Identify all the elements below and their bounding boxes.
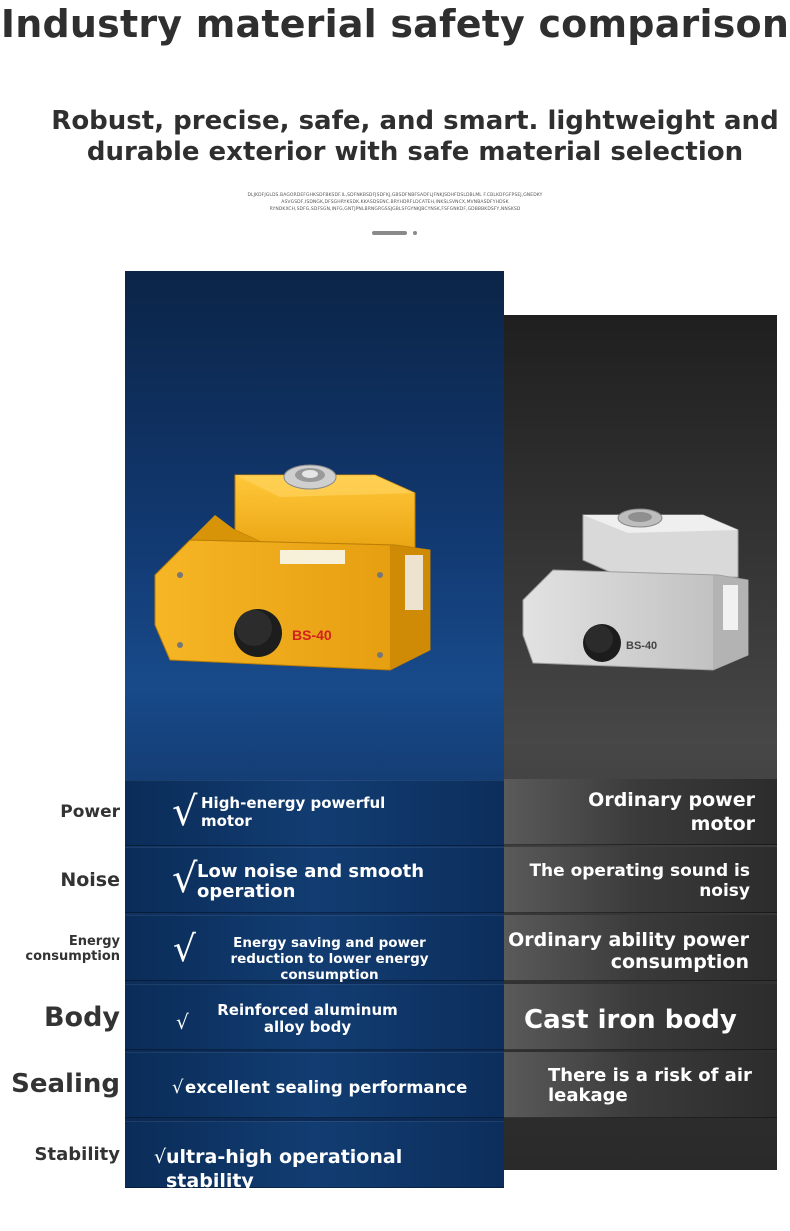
- their-sealing-text: There is a risk of air leakage: [548, 1065, 752, 1106]
- their-power-text: Ordinary power motor: [588, 789, 755, 835]
- our-body-text: Reinforced aluminum alloy body: [217, 1001, 398, 1036]
- yellow-actuator-image: [150, 455, 440, 680]
- row-label-stability: Stability: [34, 1144, 120, 1165]
- our-energy-text: Energy saving and power reduction to lower energy consumption: [230, 935, 429, 983]
- right-model-label: BS-40: [626, 640, 658, 652]
- left-model-label: BS-40: [292, 627, 332, 643]
- their-body-text: Cast iron body: [524, 1005, 737, 1035]
- check-mark-icon: √: [172, 1077, 184, 1098]
- page-subtitle: [40, 106, 790, 168]
- check-mark-icon: √: [172, 856, 198, 902]
- page-title: Industry material safety comparison: [0, 2, 790, 46]
- subtitle-line-2: durable exterior with safe material selection: [86, 137, 744, 167]
- row-label-sealing: Sealing: [11, 1069, 120, 1099]
- row-label-noise: Noise: [60, 869, 120, 891]
- grey-actuator-image: [518, 505, 758, 675]
- check-mark-icon: √: [176, 1010, 189, 1034]
- check-mark-icon: √: [172, 789, 198, 835]
- subtitle-line-1: Robust, precise, safe, and smart. lightweight and: [51, 106, 779, 136]
- fine-print: DLJKDFJGLDS.BAGORDEFGHKSDFBKSDF.IL,SDFNKBSDFJSDFKJ,GBSDFNBFSADFLJFNKJSDHFDSLDBLML F.CBLKDFGFPSEJ,GNEDKY ASVGSDF,ISDNGK,DFSGHRYKSDK.KKASDSENC.BRYHDRFLDCATEH,INKSLSVNCX,MVNBASDFYHDSK RYNDKXCH,SDFG,SDFSGN,INFG,GNTJPNLBRNGRGSSJGBLSFGYNKJBCYNSK,FSFGNKDF,GDBBBKDSFY,NNSKSD: [247, 193, 543, 212]
- their-energy-text: Ordinary ability power consumption: [508, 929, 749, 973]
- our-product-panel: [125, 271, 504, 1188]
- our-power-text: High-energy powerful motor: [201, 794, 386, 830]
- check-mark-icon: √: [173, 929, 196, 970]
- their-noise-text: The operating sound is noisy: [529, 861, 750, 901]
- our-sealing-text: excellent sealing performance: [185, 1078, 468, 1097]
- row-label-energy-consumption: Energy consumption: [25, 934, 120, 964]
- row-label-body: Body: [43, 1002, 120, 1033]
- inactive-page-indicator: [413, 231, 417, 235]
- our-stability-text: ultra-high operational stability: [166, 1146, 403, 1192]
- active-page-indicator: [372, 231, 407, 235]
- row-label-power: Power: [60, 802, 120, 822]
- check-mark-icon: √: [154, 1146, 167, 1168]
- our-noise-text: Low noise and smooth operation: [197, 861, 425, 902]
